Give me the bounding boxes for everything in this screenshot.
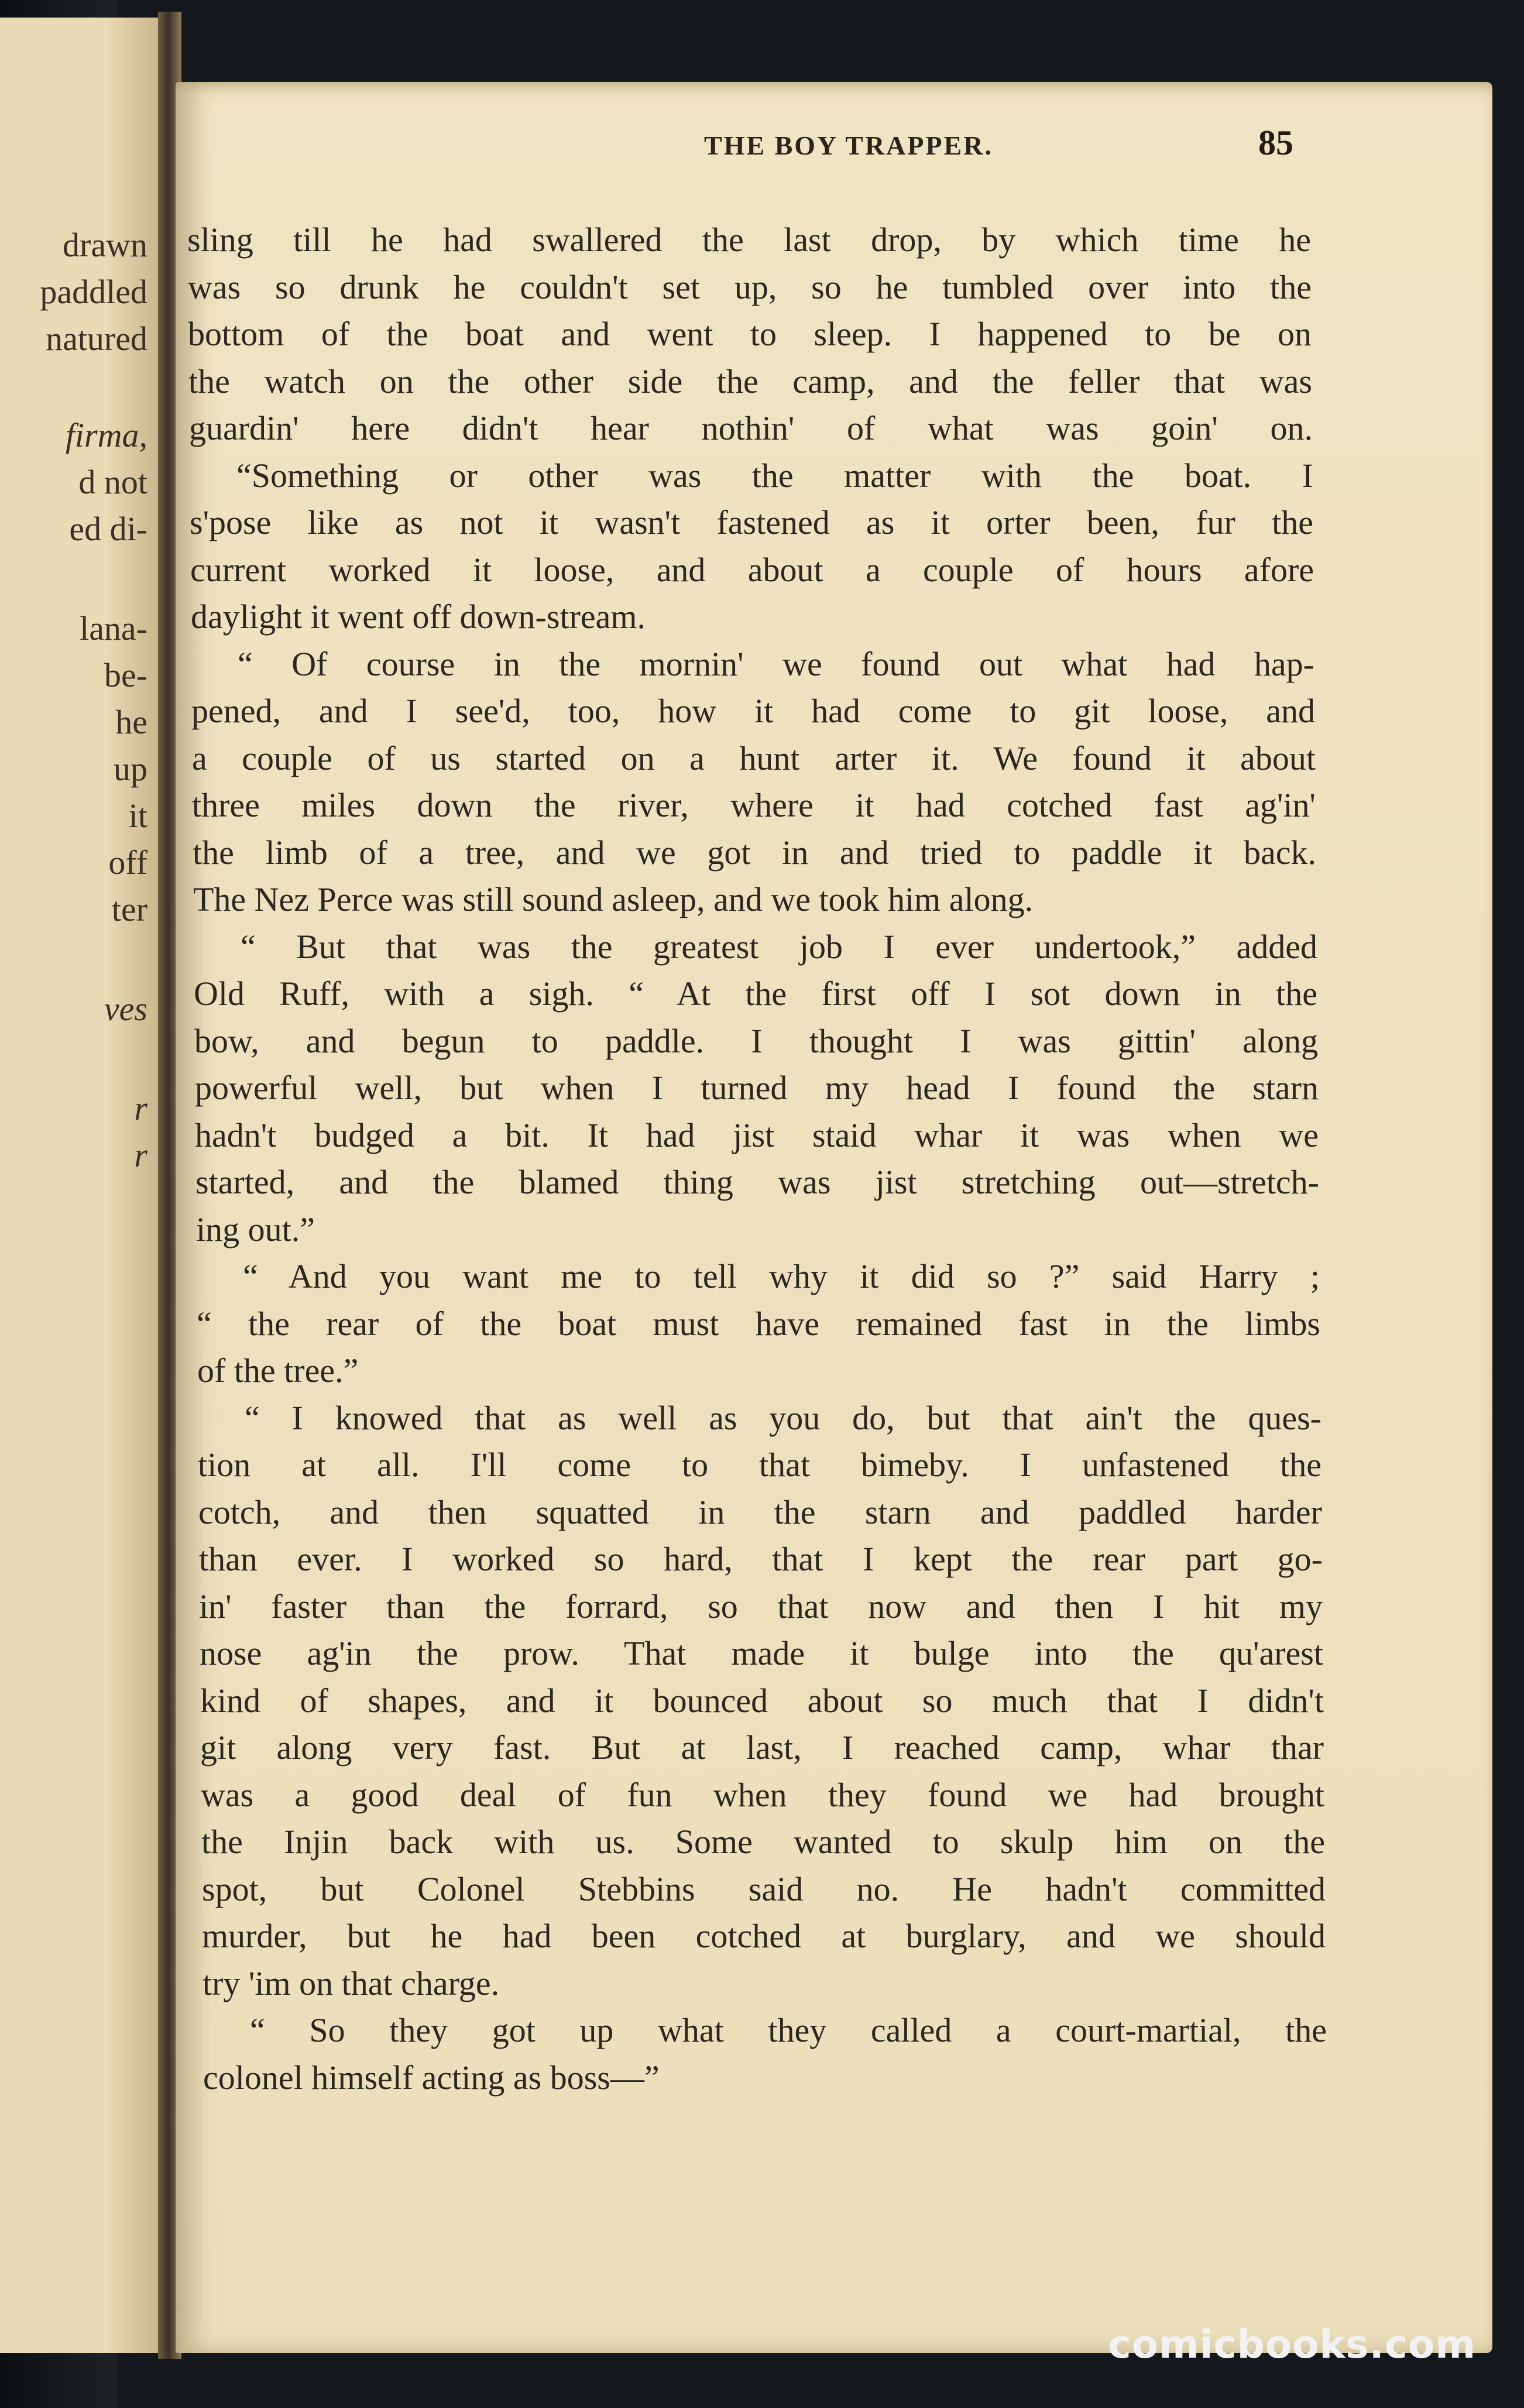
text-line: git along very fast. But at last, I reached camp, whar thar	[200, 1728, 1324, 1766]
text-line: “ the rear of the boat must have remained fast in the limbs	[197, 1305, 1320, 1343]
text-line: current worked it loose, and about a couple of hours afore	[190, 551, 1314, 589]
left-fragment: it	[128, 797, 147, 835]
text-line: kind of shapes, and it bounced about so much that I didn't	[200, 1682, 1324, 1720]
text-line: the watch on the other side the camp, and the feller that was	[188, 362, 1312, 400]
text-line: than ever. I worked so hard, that I kept the rear part go-	[199, 1540, 1323, 1578]
text-line: was a good deal of fun when they found we had brought	[201, 1776, 1324, 1814]
text-line: spot, but Colonel Stebbins said no. He hadn't committed	[202, 1870, 1326, 1908]
left-facing-page	[0, 18, 176, 2353]
page-number: 85	[1258, 124, 1293, 162]
text-line: Old Ruff, with a sigh. “ At the first off I sot down in the	[194, 975, 1317, 1013]
text-line: bow, and begun to paddle. I thought I was gittin' along	[194, 1022, 1318, 1060]
left-fragment: he	[115, 703, 147, 741]
text-line: colonel himself acting as boss—”	[203, 2059, 660, 2097]
text-line: powerful well, but when I turned my head I found the starn	[195, 1069, 1319, 1107]
left-fragment: lana-	[80, 609, 147, 647]
left-fragment: off	[108, 843, 147, 881]
text-line: sling till he had swallered the last drop, by which time he	[187, 221, 1311, 259]
text-line: “ Of course in the mornin' we found out what had hap-	[238, 645, 1314, 683]
text-line: pened, and I see'd, too, how it had come to git loose, and	[191, 692, 1315, 730]
text-line: The Nez Perce was still sound asleep, and we took him along.	[193, 880, 1034, 918]
text-line: was so drunk he couldn't set up, so he tumbled over into the	[188, 268, 1312, 306]
left-fragment: r	[134, 1136, 147, 1174]
left-fragment: r	[134, 1089, 147, 1127]
left-fragment: natured	[46, 320, 147, 358]
text-line: of the tree.”	[197, 1352, 359, 1390]
text-line: guardin' here didn't hear nothin' of what was goin' on.	[189, 409, 1313, 447]
text-line: a couple of us started on a hunt arter it. We found it about	[192, 739, 1316, 777]
left-fragment: firma,	[65, 416, 147, 454]
left-fragment: ves	[104, 990, 147, 1028]
text-line: s'pose like as not it wasn't fastened as it orter been, fur the	[190, 503, 1313, 541]
text-line: try 'im on that charge.	[202, 1964, 500, 2002]
left-fragment: d not	[78, 463, 147, 501]
text-line: “ I knowed that as well as you do, but that ain't the ques-	[245, 1399, 1322, 1437]
text-line: the limb of a tree, and we got in and tried to paddle it back.	[193, 833, 1316, 872]
text-line: daylight it went off down-stream.	[191, 598, 646, 636]
text-line: in' faster than the forrard, so that now and then I hit my	[199, 1587, 1323, 1625]
text-line: murder, but he had been cotched at burglary, and we should	[202, 1917, 1326, 1955]
left-fragment: up	[114, 750, 147, 788]
left-fragment: be-	[104, 656, 147, 694]
running-head: THE BOY TRAPPER.	[703, 131, 993, 160]
text-line: hadn't budged a bit. It had jist staid whar it was when we	[195, 1116, 1319, 1154]
text-line: “ But that was the greatest job I ever undertook,” added	[241, 928, 1317, 966]
left-fragment: paddled	[40, 273, 147, 311]
left-fragment: ed di-	[69, 510, 147, 548]
text-line: bottom of the boat and went to sleep. I happened to be on	[188, 315, 1312, 353]
text-line: “ And you want me to tell why it did so ?” said Harry ;	[243, 1257, 1320, 1295]
text-line: “ So they got up what they called a court-martial, the	[250, 2011, 1327, 2049]
left-fragment: drawn	[63, 226, 147, 264]
watermark: comicbooks.com	[1108, 2322, 1476, 2367]
left-fragment: ter	[111, 890, 147, 928]
book-page	[176, 82, 1492, 2353]
text-line: “Something or other was the matter with the boat. I	[236, 457, 1313, 495]
text-line: three miles down the river, where it had cotched fast ag'in'	[192, 786, 1316, 824]
text-line: cotch, and then squatted in the starn and paddled harder	[198, 1493, 1322, 1531]
text-line: started, and the blamed thing was jist stretching out—stretch-	[195, 1163, 1319, 1201]
text-line: ing out.”	[196, 1210, 315, 1248]
text-line: nose ag'in the prow. That made it bulge into the qu'arest	[200, 1634, 1323, 1672]
text-line: tion at all. I'll come to that bimeby. I unfastened the	[198, 1446, 1322, 1484]
text-line: the Injin back with us. Some wanted to skulp him on the	[201, 1823, 1325, 1861]
